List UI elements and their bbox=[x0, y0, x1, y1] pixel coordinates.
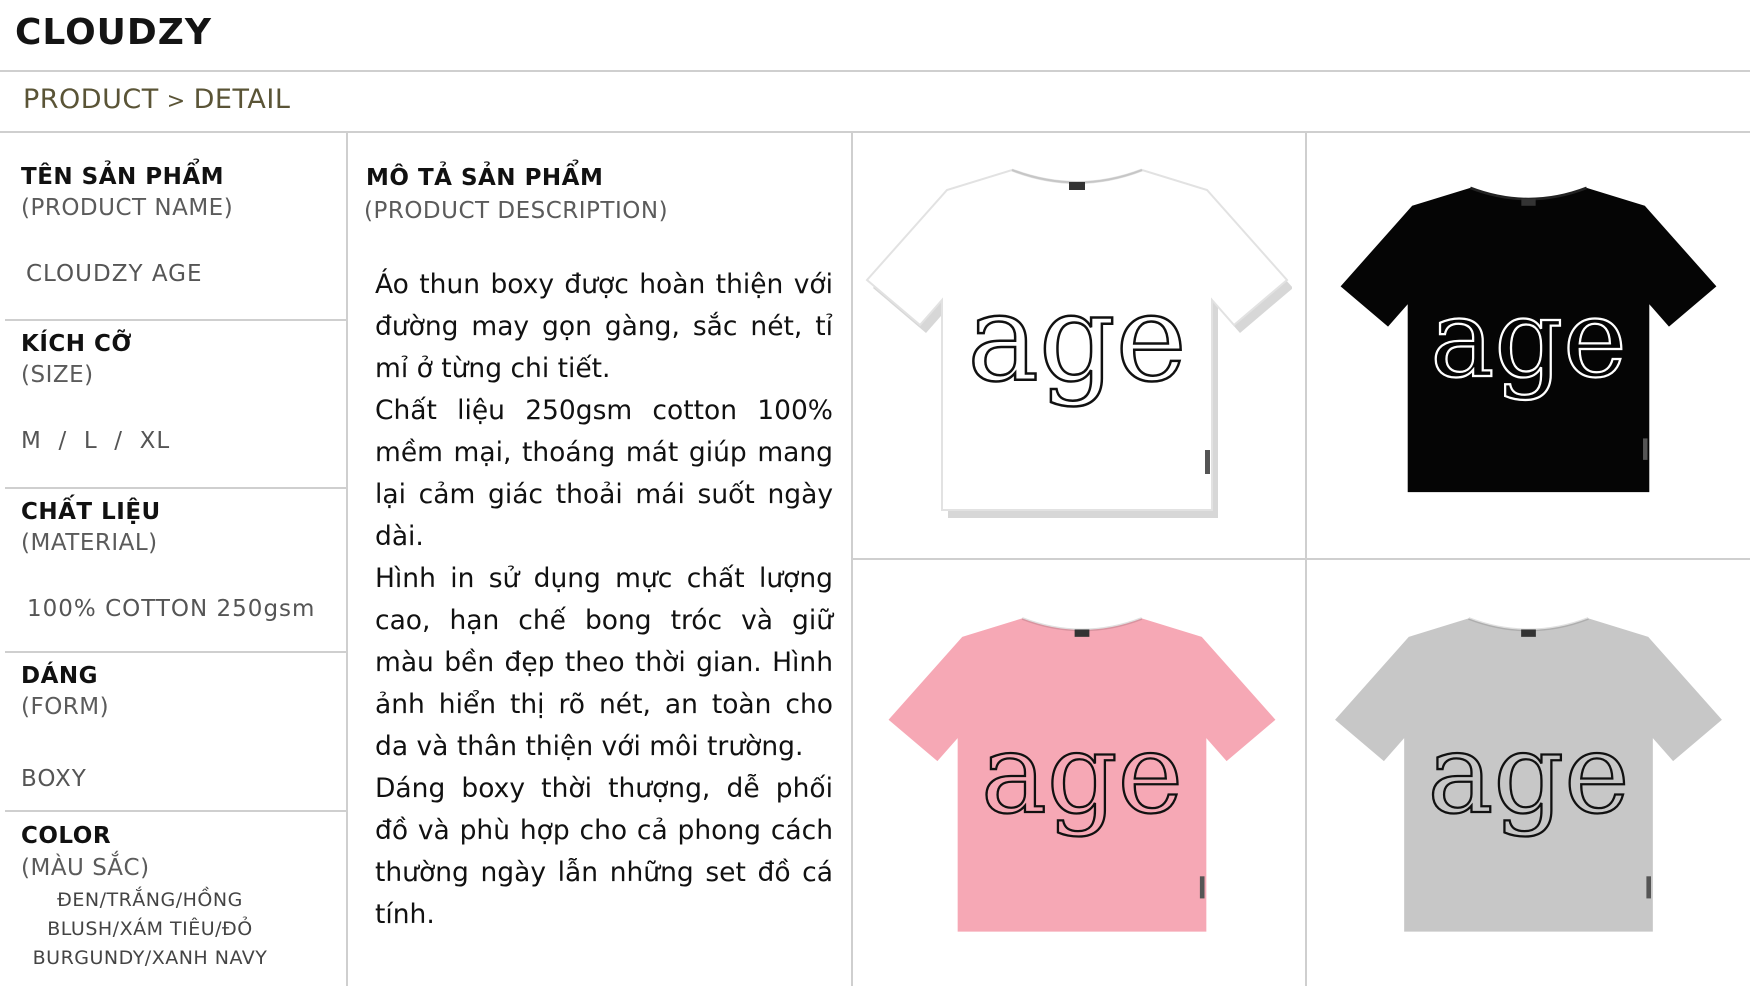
description-paragraph-4: Dáng boxy thời thượng, dễ phối đồ và phù hợp cho cả phong cách thường ngày lẫn những set đồ cá tính. bbox=[375, 773, 833, 930]
neck-label bbox=[1069, 182, 1085, 190]
spec-material-subtitle: (MATERIAL) bbox=[21, 530, 158, 556]
spec-material-title: CHẤT LIỆU bbox=[21, 499, 161, 525]
spec-name-subtitle: (PRODUCT NAME) bbox=[21, 195, 234, 221]
neck-label bbox=[1075, 629, 1090, 636]
shirt-print-text: age bbox=[1430, 276, 1627, 402]
spec-size-value: M / L / XL bbox=[21, 428, 171, 454]
spec-form-title: DÁNG bbox=[21, 663, 99, 689]
breadcrumb-product[interactable]: PRODUCT bbox=[23, 84, 159, 115]
brand-logo: CLOUDZY bbox=[15, 12, 212, 53]
breadcrumb bbox=[23, 84, 290, 115]
description-body bbox=[375, 264, 833, 936]
shirt-print-text: age bbox=[1427, 709, 1630, 839]
spec-color-line-2: BLUSH/XÁM TIÊU/ĐỎ bbox=[47, 918, 253, 940]
product-image-grey[interactable] bbox=[1316, 600, 1741, 950]
side-tag bbox=[1205, 450, 1210, 474]
spec-color-subtitle: (MÀU SẮC) bbox=[21, 855, 150, 881]
spec-size-title: KÍCH CỠ bbox=[21, 331, 132, 357]
side-tag bbox=[1643, 438, 1647, 459]
neck-label bbox=[1521, 199, 1535, 206]
side-tag bbox=[1200, 876, 1205, 898]
image-row-divider bbox=[852, 558, 1750, 560]
description-paragraph-3: Hình in sử dụng mực chất lượng cao, hạn chế bong tróc và giữ màu bền đẹp theo thời gian. Hình ảnh hiển thị rõ nét, an toàn cho da và thân thiện với môi trường. bbox=[375, 563, 833, 762]
spec-size-subtitle: (SIZE) bbox=[21, 362, 94, 388]
breadcrumb-detail: DETAIL bbox=[193, 84, 291, 115]
shirt-print-text: age bbox=[980, 709, 1184, 839]
neck-label bbox=[1521, 629, 1536, 636]
spec-color-title: COLOR bbox=[21, 823, 112, 849]
product-image-white[interactable] bbox=[862, 150, 1292, 530]
product-image-black[interactable] bbox=[1316, 170, 1741, 510]
spec-divider-4 bbox=[5, 810, 346, 812]
spec-name-title: TÊN SẢN PHẨM bbox=[21, 164, 225, 190]
spec-name-value: CLOUDZY AGE bbox=[26, 261, 203, 287]
breadcrumb-separator: > bbox=[166, 89, 186, 114]
spec-color-line-3: BURGUNDY/XANH NAVY bbox=[32, 947, 268, 969]
shirt-print-text: age bbox=[967, 270, 1187, 409]
spec-divider-3 bbox=[5, 651, 346, 653]
spec-form-value: BOXY bbox=[21, 766, 87, 792]
spec-divider-2 bbox=[5, 487, 346, 489]
column-divider-1 bbox=[346, 132, 348, 986]
spec-form-subtitle: (FORM) bbox=[21, 694, 110, 720]
spec-material-value: 100% COTTON 250gsm bbox=[27, 596, 316, 622]
description-paragraph-1: Áo thun boxy được hoàn thiện với đường may gọn gàng, sắc nét, tỉ mỉ ở từng chi tiết. bbox=[375, 269, 833, 384]
side-tag bbox=[1646, 876, 1651, 898]
product-image-pink[interactable] bbox=[872, 600, 1292, 950]
header-divider bbox=[0, 70, 1750, 72]
description-paragraph-2: Chất liệu 250gsm cotton 100% mềm mại, thoáng mát giúp mang lại cảm giác thoải mái suốt ngày dài. bbox=[375, 395, 833, 552]
description-subtitle: (PRODUCT DESCRIPTION) bbox=[364, 198, 669, 224]
spec-divider-1 bbox=[5, 319, 346, 321]
description-title: MÔ TẢ SẢN PHẨM bbox=[366, 165, 604, 191]
table-top-border bbox=[0, 131, 1750, 133]
spec-color-line-1: ĐEN/TRẮNG/HỒNG bbox=[57, 889, 243, 911]
